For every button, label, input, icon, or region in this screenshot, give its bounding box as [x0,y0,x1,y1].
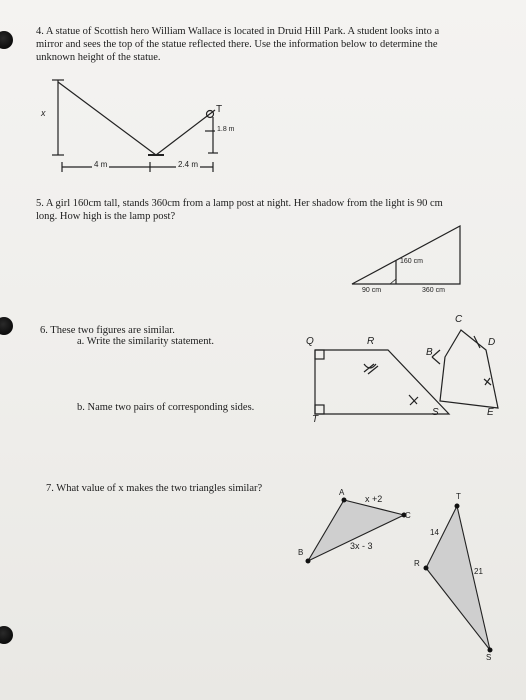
point-T [455,504,460,509]
q6-label-S: S [432,407,439,418]
q7-label-A: A [339,488,345,497]
q7-label-C: C [405,511,411,520]
q7-label-TR: 14 [430,528,439,537]
q6-label-R: R [367,336,375,347]
right-angle-q [315,350,324,359]
q6-label-T: T [312,414,319,425]
sight-line-statue [58,82,156,155]
q6-label-E: E [487,407,494,418]
q7-label-R: R [414,559,420,568]
q4-label-T: T [216,104,223,115]
q6-label-C: C [455,314,463,325]
q7-label-AB: 3x - 3 [350,541,373,551]
lamp-triangle [352,226,460,284]
q7-label-B: B [298,548,304,557]
q5-label-girl: 160 cm [400,258,423,265]
sight-line-student [156,110,215,155]
q4-label-height: 1.8 m [217,126,235,133]
quad-QRST [315,350,449,414]
q6-figure-left [315,350,449,414]
point-A [342,498,347,503]
q7-label-S: S [486,653,492,662]
q7-diagram [306,498,493,653]
q6-label-D: D [488,337,496,348]
q5-text-line2: long. How high is the lamp post? [36,211,176,222]
point-S [488,648,493,653]
q4-text-line1: 4. A statue of Scottish hero William Wallace is located in Druid Hill Park. A student looks into a [36,26,440,37]
q6-part-b: b. Name two pairs of corresponding sides. [77,402,255,413]
q5-label-shadow: 90 cm [362,287,382,294]
q6-label-Q: Q [306,336,314,347]
q4-diagram [52,80,218,172]
q5-text-line1: 5. A girl 160cm tall, stands 360cm from a lamp post at night. Her shadow from the light is 90 cm [36,198,443,209]
q7-label-AC: x +2 [365,494,383,504]
q7-label-T: T [456,492,461,501]
q4-label-x: x [41,108,46,118]
q4-label-dist1: 4 m [94,160,108,169]
q4-label-dist2: 2.4 m [178,160,199,169]
triangle-ABC [308,500,404,561]
q6-part-a: a. Write the similarity statement. [77,336,215,347]
point-R [424,566,429,571]
q7-text: 7. What value of x makes the two triangles similar? [46,483,263,494]
q5-label-distance: 360 cm [422,287,445,294]
q4-text-line2: mirror and sees the top of the statue reflected there. Use the information below to determine the [36,39,438,50]
q6-label-B: B [426,347,433,358]
q7-label-RS: 21 [474,567,483,576]
q4-text-line3: unknown height of the statue. [36,52,161,63]
q5-diagram [352,226,460,284]
point-B [306,559,311,564]
right-angle-t [315,405,324,414]
q6-text-line1: 6. These two figures are similar. [40,325,175,336]
